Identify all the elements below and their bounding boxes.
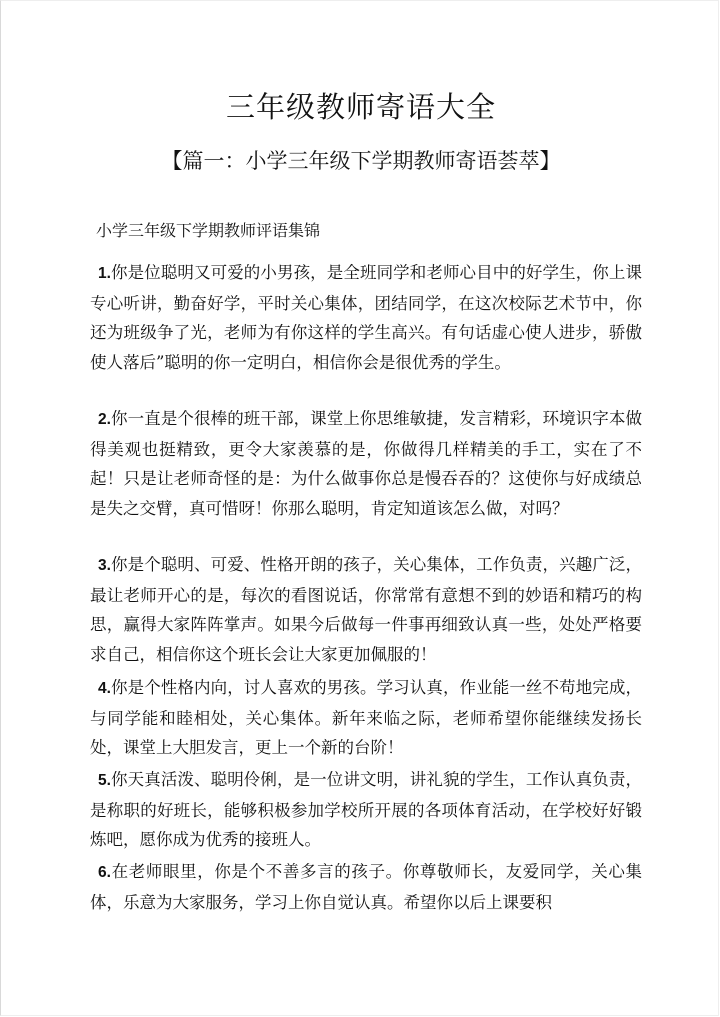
- item-text: 在老师眼里，你是个不善多言的孩子。你尊敬师长，友爱同学，关心集体，乐意为大家服务，学习上你自觉认真。希望你以后上课要积: [90, 862, 642, 912]
- item-text: 你是个聪明、可爱、性格开朗的孩子，关心集体，工作负责，兴趣广泛，最让老师开心的是，每次的看图说话，你常常有意想不到的妙语和精巧的构思，赢得大家阵阵掌声。如果今后做每一件事再细致认真一些，处处严格要求自己，相信你这个班长会让大家更加佩服的！: [90, 555, 642, 664]
- section-title: 小学三年级下学期教师评语集锦: [96, 221, 321, 240]
- comment-item-4: [90, 673, 642, 763]
- comment-item-2: [90, 404, 642, 523]
- item-number: 6.: [98, 864, 111, 881]
- item-text: 你天真活泼、聪明伶俐，是一位讲文明，讲礼貌的学生，工作认真负责，是称职的好班长，能够积极参加学校所开展的各项体育活动，在学校好好锻炼吧，愿你成为优秀的接班人。: [90, 770, 642, 849]
- item-number: 4.: [98, 680, 111, 697]
- comment-item-6: [90, 857, 642, 917]
- item-number: 2.: [98, 411, 111, 428]
- item-text: 你是个性格内向，讨人喜欢的男孩。学习认真，作业能一丝不苟地完成，与同学能和睦相处，关心集体。新年来临之际，老师希望你能继续发扬长处，课堂上大胆发言，更上一个新的台阶！: [90, 678, 642, 757]
- item-number: 1.: [98, 265, 111, 282]
- item-number: 5.: [98, 772, 111, 789]
- page-title: 三年级教师寄语大全: [225, 90, 496, 124]
- comment-item-5: [90, 765, 642, 855]
- item-number: 3.: [98, 557, 111, 574]
- item-text: 你一直是个很棒的班干部，课堂上你思维敏捷，发言精彩，环境识字本做得美观也挺精致，更令大家羡慕的是，你做得几样精美的手工，实在了不起！只是让老师奇怪的是：为什么做事你总是慢吞吞的？这使你与好成绩总是失之交臂，真可惜呀！你那么聪明，肯定知道该怎么做，对吗？: [90, 409, 642, 518]
- chapter-heading: 【篇一：小学三年级下学期教师寄语荟萃】: [161, 149, 561, 173]
- comment-item-3: [90, 550, 642, 669]
- item-text: 你是位聪明又可爱的小男孩，是全班同学和老师心目中的好学生，你上课专心听讲，勤奋好学，平时关心集体，团结同学，在这次校际艺术节中，你还为班级争了光，老师为有你这样的学生高兴。有句话虚心使人进步，骄傲使人落后”聪明的你一定明白，相信你会是很优秀的学生。: [90, 263, 642, 372]
- comment-item-1: [90, 258, 642, 377]
